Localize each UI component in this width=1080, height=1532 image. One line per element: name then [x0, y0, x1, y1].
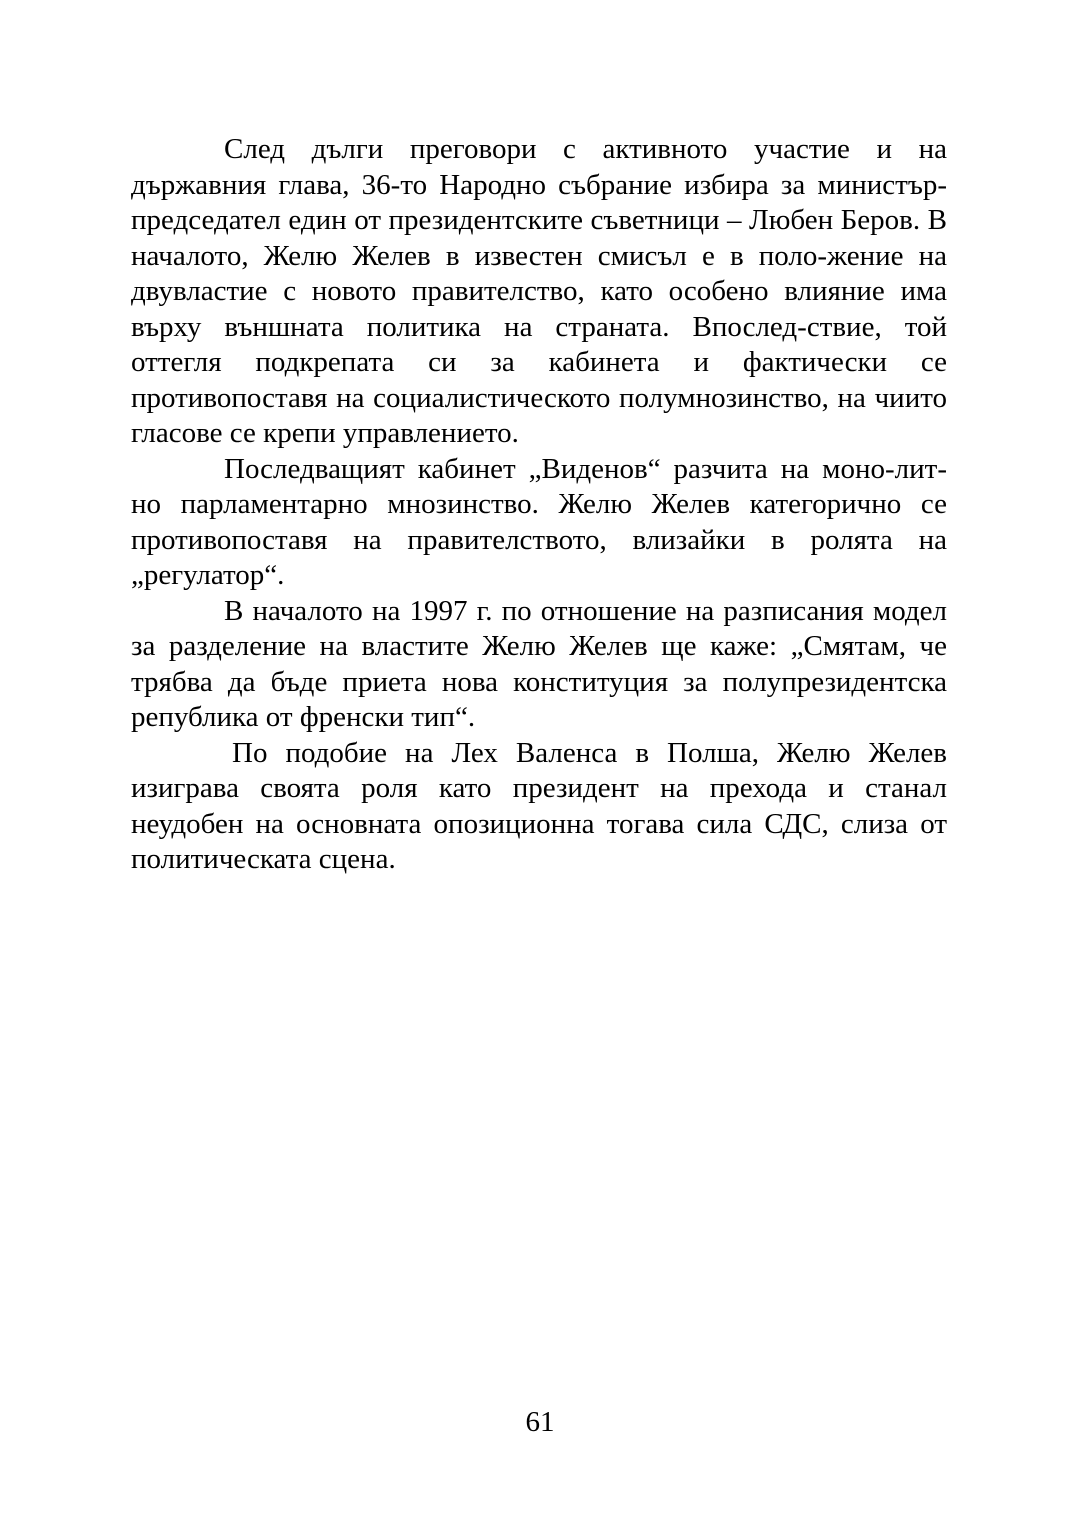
- paragraph-4: По подобие на Лех Валенса в Полша, Желю Желев изиграва своята роля като президент на прехода и станал неудобен на основната опозиционна тогава сила СДС, слиза от политическата сцена.: [131, 736, 947, 875]
- paragraph-2: Последващият кабинет „Виденов“ разчита на моно-лит-но парламентарно мнозинство. Желю Желев категорично се противопоставя на правителството, влизайки в ролята на „регулатор“.: [131, 452, 947, 591]
- paragraph-1: След дълги преговори с активното участие и на държавния глава, 36-то Народно събрание избира за министър-председател един от президентските съветници – Любен Беров. В началото, Желю Желев в известен смисъл е в поло-жение на двувластие с новото правителство, като особено влияние има върху външната политика на страната. Впослед-ствие, той оттегля подкрепата си за кабинета и фактически се противопоставя на социалистическото полумнозинство, на чиито гласове се крепи управлението.: [131, 133, 947, 449]
- page-number: 61: [525, 1406, 555, 1438]
- body-text: [131, 132, 947, 878]
- paragraph-3: В началото на 1997 г. по отношение на разписания модел за разделение на властите Желю Желев ще каже: „Смятам, че трябва да бъде приета нова конституция за полупрезидентска република от френски тип“.: [131, 594, 947, 733]
